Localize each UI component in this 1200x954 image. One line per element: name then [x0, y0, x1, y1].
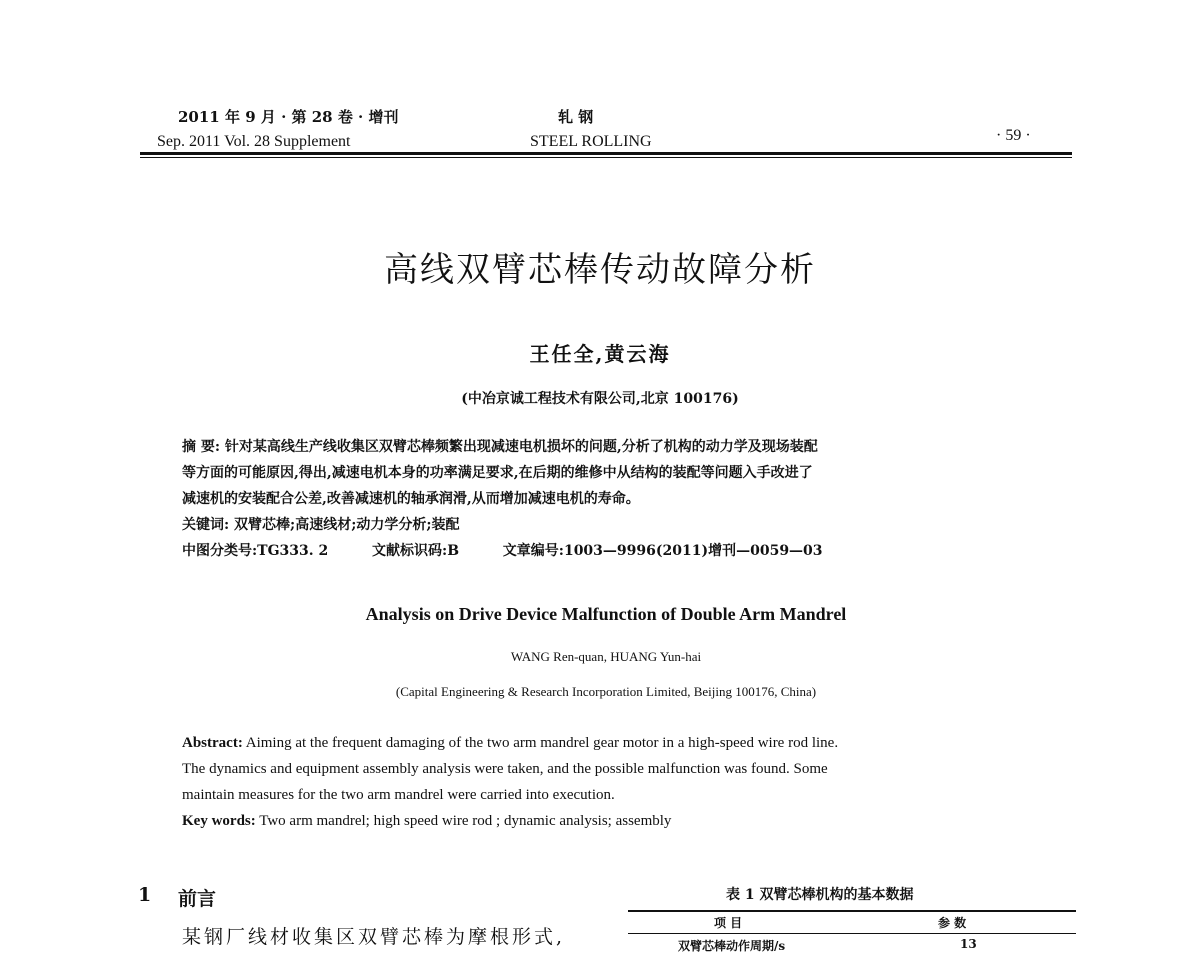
abstract-cn [182, 434, 823, 564]
section-first-line: 某钢厂线材收集区双臂芯棒为摩根形式, [182, 926, 566, 948]
abstract-cn-line-3: 减速机的安装配合公差,改善减速机的轴承润滑,从而增加减速电机的寿命。 [182, 491, 640, 507]
authors-cn: 王任全,黄云海 [529, 342, 671, 366]
abstract-en [182, 730, 838, 834]
doc-code-label: 文献标识码: [372, 543, 448, 559]
doc-code-value: B [447, 543, 460, 559]
table-top-rule [628, 910, 1076, 912]
section-title: 前言 [178, 888, 217, 910]
header-rule [140, 152, 1072, 155]
keywords-en [182, 808, 838, 834]
keywords-en-label: Key words: [182, 813, 256, 829]
authors-en: WANG Ren-quan, HUANG Yun-hai [510, 649, 702, 664]
clc-label: 中图分类号: [182, 543, 258, 559]
keywords-en-text: Two arm mandrel; high speed wire rod ; dynamic analysis; assembly [259, 813, 672, 829]
page-number: · 59 · [996, 127, 1031, 144]
keywords-cn [182, 512, 823, 538]
abstract-cn-line-1: 摘 要: 针对某高线生产线收集区双臂芯棒频繁出现减速电机损坏的问题,分析了机构的动力学及现场装配 [182, 439, 818, 455]
keywords-cn-text: 双臂芯棒;高速线材;动力学分析;装配 [234, 517, 460, 533]
abstract-cn-label: 摘 要: [182, 439, 221, 455]
abstract-en-line-1: Abstract: Aiming at the frequent damaging of the two arm mandrel gear motor in a high-speed wire rod line. [182, 735, 839, 751]
page-title: 高线双臂芯棒传动故障分析 [384, 250, 816, 290]
keywords-cn-label: 关键词: [182, 517, 230, 533]
table-row-value: 13 [960, 937, 977, 951]
clc-value: TG333. 2 [257, 543, 329, 559]
issue-cn: 2011 年 9 月 · 第 28 卷 · 增刊 [178, 108, 399, 126]
table-header-rule [628, 933, 1076, 934]
header-rule-thin [140, 157, 1072, 158]
journal-en: STEEL ROLLING [530, 133, 652, 150]
table-header-item: 项 目 [714, 916, 743, 930]
article-no-label: 文章编号: [502, 543, 564, 559]
abstract-en-line-3: maintain measures for the two arm mandrel were carried into execution. [182, 787, 615, 803]
issue-en: Sep. 2011 Vol. 28 Supplement [157, 133, 351, 150]
table-row-item: 双臂芯棒动作周期/s [678, 939, 786, 953]
table-caption: 表 1 双臂芯棒机构的基本数据 [726, 887, 914, 903]
abstract-en-line-2: The dynamics and equipment assembly analysis were taken, and the possible malfunction was found. Some [182, 761, 828, 777]
abstract-en-label: Abstract: [182, 735, 243, 751]
table-header-param: 参 数 [938, 916, 967, 930]
affiliation-cn: (中冶京诚工程技术有限公司,北京 100176) [461, 391, 739, 407]
english-title: Analysis on Drive Device Malfunction of Double Arm Mandrel [365, 604, 847, 624]
section-number: 1 [138, 884, 152, 906]
classification-line [182, 538, 823, 564]
abstract-cn-line-2: 等方面的可能原因,得出,减速电机本身的功率满足要求,在后期的维修中从结构的装配等问题入手改进了 [182, 465, 813, 481]
journal-cn: 轧 钢 [558, 108, 594, 126]
article-no-value: 1003—9996(2011)增刊—0059—03 [563, 543, 823, 559]
affiliation-en: (Capital Engineering & Research Incorporation Limited, Beijing 100176, China) [395, 684, 817, 699]
